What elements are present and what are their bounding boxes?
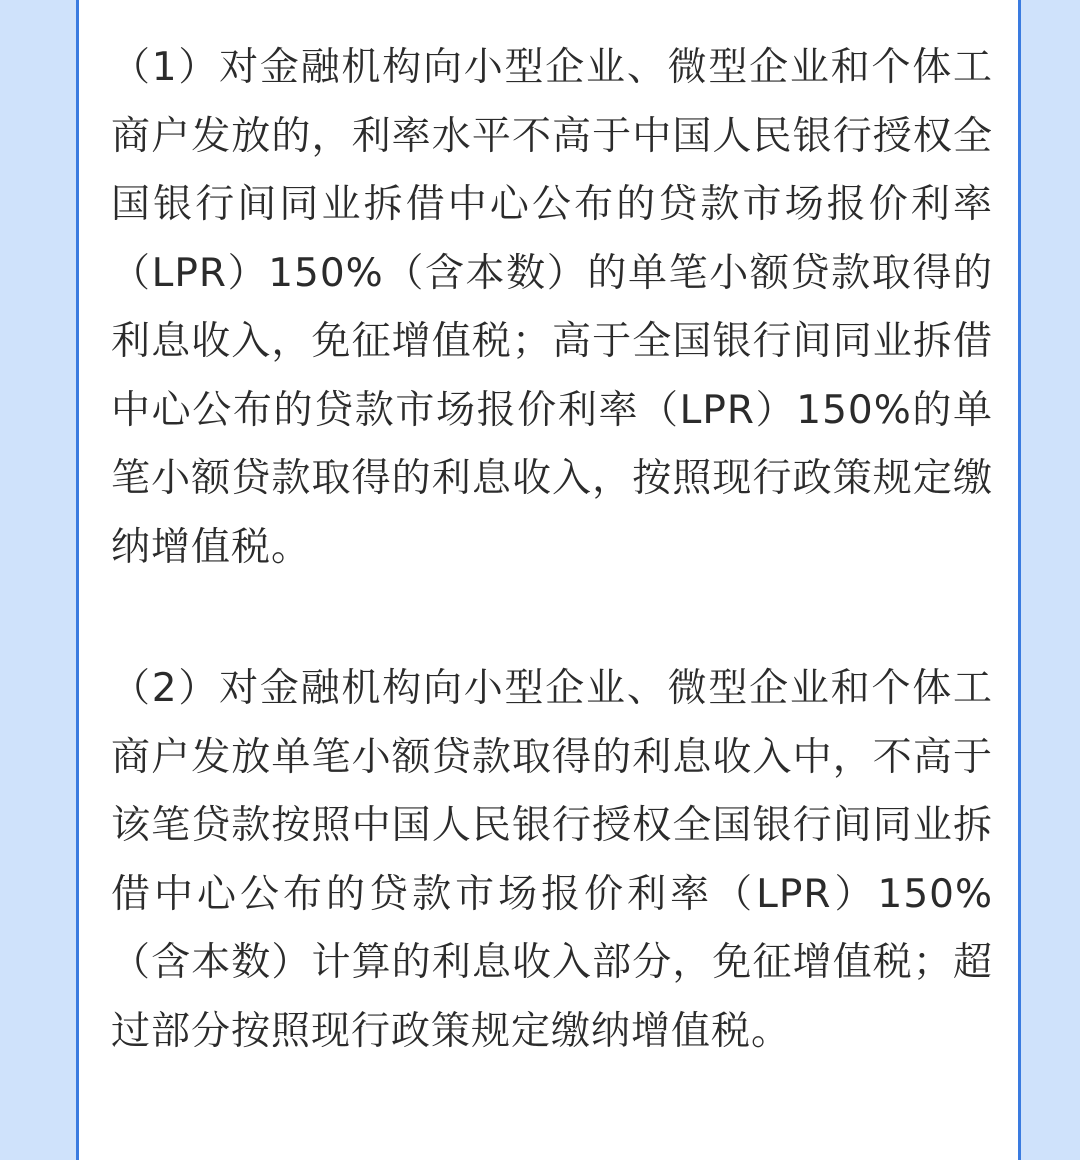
paragraph-2: （2）对金融机构向小型企业、微型企业和个体工商户发放单笔小额贷款取得的利息收入中，不高于该笔贷款按照中国人民银行授权全国银行间同业拆借中心公布的贷款市场报价利率（LPR）150%（含本数）计算的利息收入部分，免征增值税；超过部分按照现行政策规定缴纳增值税。 <box>111 666 993 1054</box>
paragraph-1: （1）对金融机构向小型企业、微型企业和个体工商户发放的，利率水平不高于中国人民银行授权全国银行间同业拆借中心公布的贷款市场报价利率（LPR）150%（含本数）的单笔小额贷款取得的利息收入，免征增值税；高于全国银行间同业拆借中心公布的贷款市场报价利率（LPR）150%的单笔小额贷款取得的利息收入，按照现行政策规定缴纳增值税。 <box>111 45 993 570</box>
content-card <box>76 0 1021 1160</box>
